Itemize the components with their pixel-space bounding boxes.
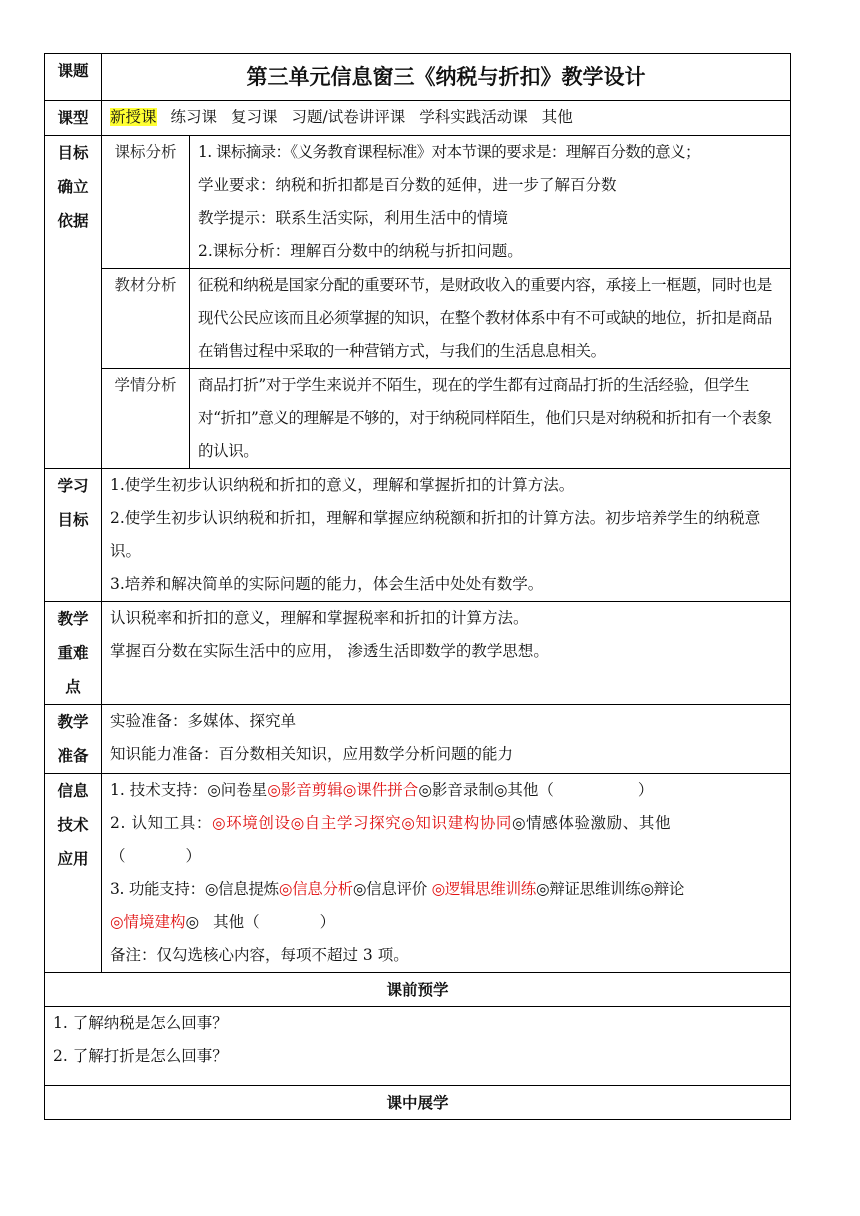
lesson-type-option-practice-activity[interactable]: 学科实践活动课 bbox=[419, 108, 528, 126]
lesson-type-option-new[interactable]: 新授课 bbox=[110, 108, 157, 126]
option-knowledge-building[interactable]: ◎知识建构协同 bbox=[401, 814, 513, 832]
preparation-content: 实验准备：多媒体、探究单 知识能力准备：百分数相关知识，应用数学分析问题的能力 bbox=[102, 705, 791, 774]
objectives-row bbox=[45, 469, 791, 602]
curriculum-content: 1. 课标摘录：《义务教育课程标准》对本节课的要求是：理解百分数的意义； 学业要求：纳税和折扣都是百分数的延伸，进一步了解百分数 教学提示：联系生活实际，利用生活中的情境 2.课标分析：理解百分数中的纳税与折扣问题。 bbox=[190, 136, 791, 269]
option-blank[interactable]: ◎ bbox=[185, 913, 200, 931]
objectives-content: 1.使学生初步认识纳税和折扣的意义，理解和掌握折扣的计算方法。 2.使学生初步认识纳税和折扣，理解和掌握应纳税额和折扣的计算方法。初步培养学生的纳税意识。 3.培养和解决简单的实际问题的能力，体会生活中处处有数学。 bbox=[102, 469, 791, 602]
preparation-row bbox=[45, 705, 791, 774]
it-application-content bbox=[102, 774, 791, 973]
in-class-header-row bbox=[45, 1086, 791, 1120]
lesson-type-label: 课型 bbox=[45, 101, 102, 136]
function-support-line: 3. 功能支持：◎信息提炼◎信息分析◎信息评价 ◎逻辑思维训练◎辩证思维训练◎辩论 bbox=[110, 880, 685, 898]
lesson-type-option-other[interactable]: 其他 bbox=[541, 108, 573, 126]
curriculum-label: 课标分析 bbox=[102, 136, 190, 269]
option-questionnaire[interactable]: ◎问卷星 bbox=[207, 781, 268, 799]
function-support-line-2: ◎情境建构◎ 其他（ ） bbox=[110, 913, 336, 931]
option-self-study[interactable]: ◎自主学习探究 bbox=[290, 814, 402, 832]
textbook-label: 教材分析 bbox=[102, 269, 190, 369]
it-application-row bbox=[45, 774, 791, 973]
students-row bbox=[45, 369, 791, 469]
pre-class-content-row bbox=[45, 1007, 791, 1086]
lesson-type-option-practice[interactable]: 练习课 bbox=[170, 108, 218, 126]
option-info-eval[interactable]: ◎信息评价 bbox=[352, 880, 427, 898]
curriculum-row bbox=[45, 136, 791, 269]
option-situation[interactable]: ◎情境建构 bbox=[110, 913, 186, 931]
topic-label: 课题 bbox=[45, 54, 102, 101]
key-points-content: 认识税率和折扣的意义，理解和掌握税率和折扣的计算方法。 掌握百分数在实际生活中的应用， 渗透生活即数学的教学思想。 bbox=[102, 602, 791, 705]
lesson-type-option-review[interactable]: 复习课 bbox=[231, 108, 278, 126]
lesson-plan-table bbox=[44, 53, 791, 1120]
lesson-type-row bbox=[45, 101, 791, 136]
preparation-label: 教学 准备 bbox=[45, 705, 102, 774]
pre-class-content: 1. 了解纳税是怎么回事？ 2. 了解打折是怎么回事？ bbox=[45, 1007, 791, 1086]
textbook-content: 征税和纳税是国家分配的重要环节，是财政收入的重要内容，承接上一框题，同时也是现代公民应该而且必须掌握的知识，在整个教材体系中有不可或缺的地位，折扣是商品在销售过程中采取的一种营销方式，与我们的生活息息相关。 bbox=[190, 269, 791, 369]
option-info-extract[interactable]: ◎信息提炼 bbox=[204, 880, 279, 898]
option-environment[interactable]: ◎环境创设 bbox=[212, 814, 291, 832]
option-logic[interactable]: ◎逻辑思维训练 bbox=[431, 880, 536, 898]
key-points-row bbox=[45, 602, 791, 705]
option-video-recording[interactable]: ◎影音录制 bbox=[418, 781, 494, 799]
page-title: 第三单元信息窗三《纳税与折扣》教学设计 bbox=[102, 54, 791, 101]
option-courseware[interactable]: ◎课件拼合 bbox=[342, 781, 419, 799]
lesson-type-options bbox=[102, 101, 791, 136]
cognitive-tools-line: 2. 认知工具：◎环境创设◎自主学习探究◎知识建构协同◎情感体验激励、其他 bbox=[110, 814, 672, 832]
option-emotion[interactable]: ◎情感体验激励、其他 bbox=[512, 814, 672, 832]
in-class-title: 课中展学 bbox=[45, 1086, 791, 1120]
students-content: 商品打折”对于学生来说并不陌生，现在的学生都有过商品打折的生活经验，但学生对“折扣”意义的理解是不够的，对于纳税同样陌生，他们只是对纳税和折扣有一个表象的认识。 bbox=[190, 369, 791, 469]
option-info-analysis[interactable]: ◎信息分析 bbox=[278, 880, 353, 898]
basis-label: 目标 确立 依据 bbox=[45, 136, 102, 469]
option-debate[interactable]: ◎辩论 bbox=[640, 880, 685, 898]
students-label: 学情分析 bbox=[102, 369, 190, 469]
option-dialectic[interactable]: ◎辩证思维训练 bbox=[536, 880, 641, 898]
objectives-label: 学习 目标 bbox=[45, 469, 102, 602]
cognitive-tools-other-line: （ ） bbox=[110, 847, 202, 865]
title-row bbox=[45, 54, 791, 101]
option-tech-other[interactable]: ◎其他（ bbox=[493, 781, 554, 799]
pre-class-header-row bbox=[45, 973, 791, 1007]
option-function-other[interactable]: 其他（ bbox=[213, 913, 260, 931]
lesson-type-option-exercise-review[interactable]: 习题/试卷讲评课 bbox=[291, 108, 406, 126]
it-application-label: 信息 技术 应用 bbox=[45, 774, 102, 973]
option-video-editing[interactable]: ◎影音剪辑 bbox=[267, 781, 343, 799]
textbook-row bbox=[45, 269, 791, 369]
tech-support-line: 1. 技术支持：◎问卷星◎影音剪辑◎课件拼合◎影音录制◎其他（ ） bbox=[110, 781, 654, 799]
key-points-label: 教学 重难 点 bbox=[45, 602, 102, 705]
pre-class-title: 课前预学 bbox=[45, 973, 791, 1007]
note-line: 备注：仅勾选核心内容，每项不超过 3 项。 bbox=[110, 946, 409, 964]
